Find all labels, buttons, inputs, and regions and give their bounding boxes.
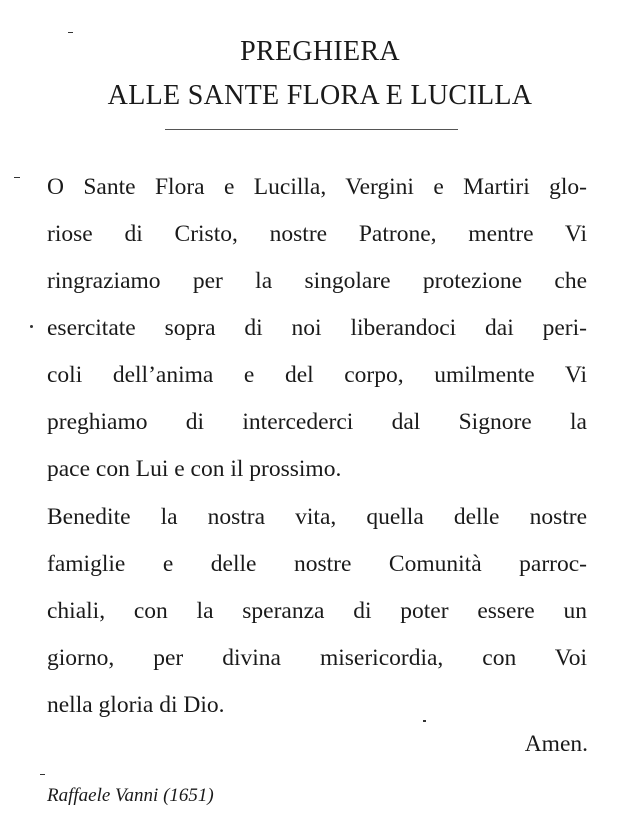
scan-speck: [30, 325, 33, 328]
prayer-line: Benedite la nostra vita, quella delle nostre: [47, 504, 587, 530]
title-line-2: ALLE SANTE FLORA E LUCILLA: [107, 80, 533, 111]
prayer-line: O Sante Flora e Lucilla, Vergini e Martiri glo-: [47, 174, 587, 200]
prayer-line: famiglie e delle nostre Comunità parroc-: [47, 551, 587, 577]
closing-amen: Amen.: [524, 731, 588, 757]
scan-speck: [14, 177, 20, 178]
prayer-line: chiali, con la speranza di poter essere un: [47, 598, 587, 624]
prayer-line: giorno, per divina misericordia, con Voi: [47, 645, 587, 671]
prayer-line: esercitate sopra di noi liberandoci dai peri-: [47, 315, 587, 341]
title-line-1: PREGHIERA: [240, 36, 400, 67]
prayer-line: coli dell’anima e del corpo, umilmente Vi: [47, 362, 587, 388]
prayer-line: nella gloria di Dio.: [47, 692, 225, 718]
prayer-line: preghiamo di intercederci dal Signore la: [47, 409, 587, 435]
scan-speck: [423, 720, 426, 722]
prayer-line: ringraziamo per la singolare protezione che: [47, 268, 587, 294]
scan-speck: [40, 774, 45, 775]
prayer-line: pace con Lui e con il prossimo.: [47, 456, 342, 482]
scan-speck: [68, 32, 73, 33]
prayer-line: riose di Cristo, nostre Patrone, mentre Vi: [47, 221, 587, 247]
title-divider: [165, 129, 458, 130]
author-attribution: Raffaele Vanni (1651): [47, 785, 214, 806]
